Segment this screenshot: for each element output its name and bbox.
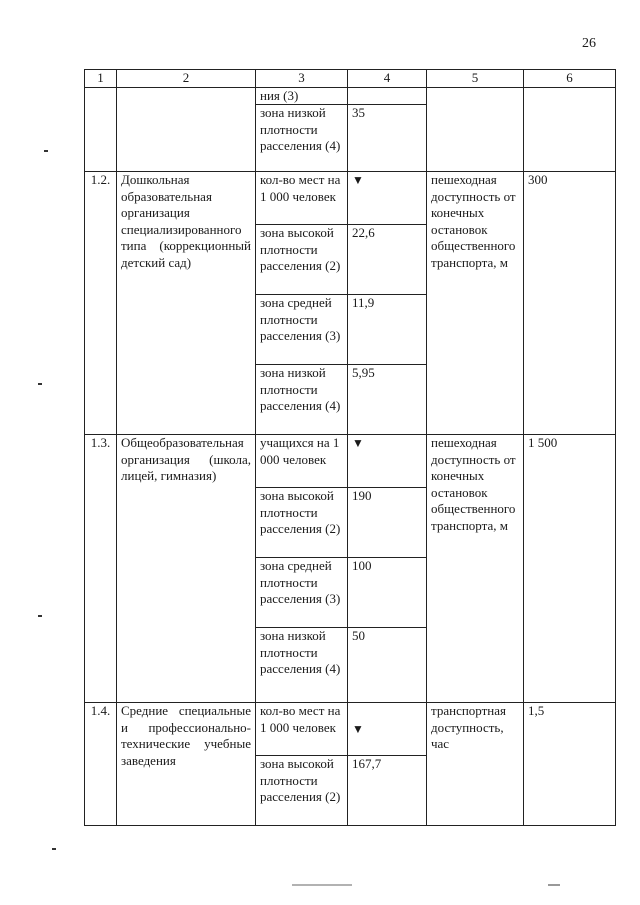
table-row	[85, 172, 616, 225]
scan-artifact	[548, 884, 560, 886]
indicator-cell: ния (3)	[256, 87, 348, 105]
column-header: 1	[85, 70, 117, 88]
distance-cell: 1 500	[524, 435, 616, 703]
distance-cell: 300	[524, 172, 616, 435]
distance-cell	[524, 87, 616, 172]
name-cell	[117, 87, 256, 172]
scan-artifact	[292, 884, 352, 886]
indicator-cell: кол-во мест на 1 000 человек	[256, 172, 348, 225]
margin-mark	[38, 615, 42, 617]
value-cell: 190	[348, 488, 427, 558]
name-cell: Дошкольная образовательная организация специализированного типа (коррекционный детский сад)	[117, 172, 256, 435]
num-cell: 1.2.	[85, 172, 117, 435]
column-header: 3	[256, 70, 348, 88]
access-cell: транспортная доступность, час	[427, 703, 524, 826]
value-cell: 35	[348, 105, 427, 172]
indicator-cell: зона низкой плотности расселения (4)	[256, 105, 348, 172]
distance-cell: 1,5	[524, 703, 616, 826]
num-cell	[85, 87, 117, 172]
page-number: 26	[582, 36, 596, 51]
column-header: 2	[117, 70, 256, 88]
indicator-cell: зона средней плотности расселения (3)	[256, 295, 348, 365]
num-cell: 1.3.	[85, 435, 117, 703]
value-cell: 22,6	[348, 225, 427, 295]
indicator-cell: зона высокой плотности расселения (2)	[256, 756, 348, 826]
indicator-cell: зона средней плотности расселения (3)	[256, 558, 348, 628]
name-cell: Общеобразовательная организация (школа, лицей, гимназия)	[117, 435, 256, 703]
value-cell: 50	[348, 628, 427, 703]
value-cell: ▼	[348, 172, 427, 225]
column-header: 4	[348, 70, 427, 88]
column-header: 5	[427, 70, 524, 88]
table-row	[85, 87, 616, 105]
table-header-row	[85, 70, 616, 88]
table-row	[85, 435, 616, 488]
indicator-cell: зона высокой плотности расселения (2)	[256, 225, 348, 295]
value-cell: 167,7	[348, 756, 427, 826]
value-cell: 11,9	[348, 295, 427, 365]
margin-mark	[52, 848, 56, 850]
value-cell: 100	[348, 558, 427, 628]
value-cell	[348, 87, 427, 105]
indicator-cell: зона низкой плотности расселения (4)	[256, 365, 348, 435]
margin-mark	[44, 150, 48, 152]
norms-table	[84, 69, 616, 826]
indicator-cell: зона высокой плотности расселения (2)	[256, 488, 348, 558]
table-row	[85, 703, 616, 756]
value-cell: ▼	[348, 703, 427, 756]
access-cell: пешеходная доступность от конечных остановок общественного транспорта, м	[427, 172, 524, 435]
indicator-cell: зона низкой плотности расселения (4)	[256, 628, 348, 703]
name-cell: Средние специальные и профессионально-технические учебные заведения	[117, 703, 256, 826]
value-cell: ▼	[348, 435, 427, 488]
access-cell: пешеходная доступность от конечных остановок общественного транспорта, м	[427, 435, 524, 703]
num-cell: 1.4.	[85, 703, 117, 826]
access-cell	[427, 87, 524, 172]
indicator-cell: кол-во мест на 1 000 человек	[256, 703, 348, 756]
column-header: 6	[524, 70, 616, 88]
indicator-cell: учащихся на 1 000 человек	[256, 435, 348, 488]
value-cell: 5,95	[348, 365, 427, 435]
margin-mark	[38, 383, 42, 385]
